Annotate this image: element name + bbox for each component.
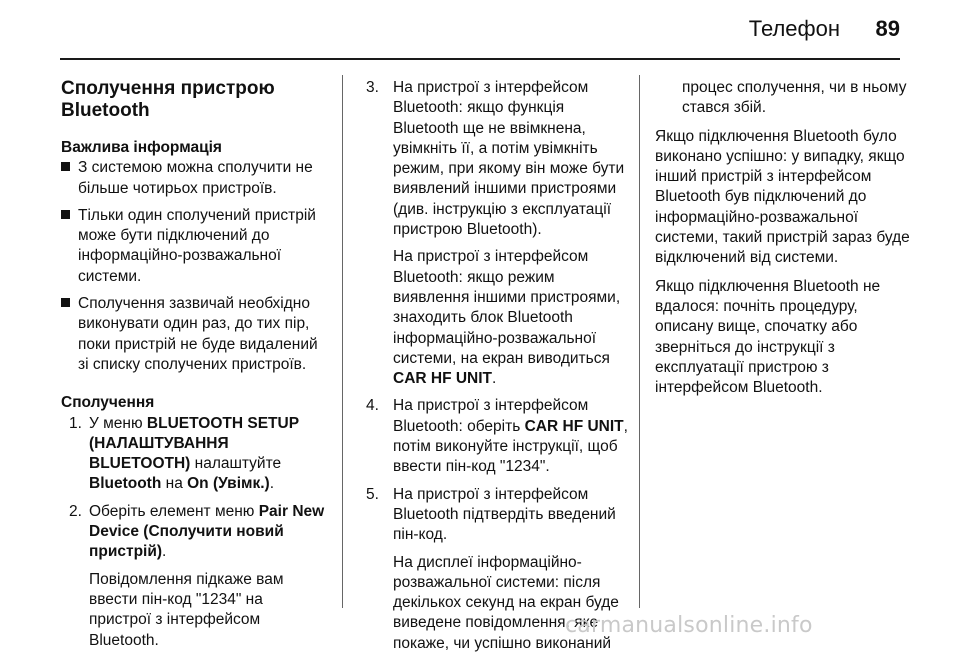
device-name: CAR HF UNIT [524,417,624,435]
section-title: Сполучення пристрою Bluetooth [61,78,275,121]
step-3 [366,78,630,389]
menu-item-name: Pair New Device (Сполучити новий пристрій) [89,502,325,561]
text-run: , потім виконуйте інструкції, щоб ввести пін-код "1234". [393,417,628,476]
step-number: 2. [69,502,82,520]
important-info-list [61,158,329,375]
text-run: На пристрої з інтерфейсом Bluetooth: оберіть [393,397,589,435]
list-item [61,294,329,375]
menu-name: BLUETOOTH SETUP (НАЛАШТУВАННЯ BLUETOOTH) [89,414,299,473]
setting-name: Bluetooth [89,475,162,493]
step-note: Повідомлення підкаже вам ввести пін-код "1234" на пристрої з інтерфейсом Bluetooth. [89,570,284,649]
text-run: Оберіть елемент меню [89,502,259,520]
header-divider [60,58,900,60]
text-run: налаштуйте [190,455,282,473]
step-note: На дисплеї інформаційно-розважальної системи: після декількох секунд на екран буде виведене повідомлення, яке покаже, чи успішно виконаний [393,553,619,652]
bullet-text: Тільки один сполучений пристрій може бути підключений до інформаційно-розважальної системи. [78,206,316,285]
text-run: . [162,543,167,561]
watermark: carmanualsonline.info [565,613,813,638]
page-number: 89 [875,16,900,41]
step-text [89,414,329,495]
bullet-text: Сполучення зазвичай необхідно виконувати один раз, до тих пір, поки пристрій не буде видалений зі списку сполучених пристроїв. [78,295,318,373]
bullet-square-icon [61,210,70,219]
setting-value: On (Увімк.) [187,475,270,493]
text-run: . [492,370,497,388]
step-number: 1. [69,414,82,432]
column-divider-2 [639,75,640,608]
important-info-heading: Важлива інформація [61,139,222,156]
text-run: . [269,475,275,493]
step-text: На пристрої з інтерфейсом Bluetooth: якщо функція Bluetooth ще не ввімкнена, увімкніть її, а потім увімкніть режим, при якому він може бути виявлений іншими пристроями (див. інструкцію з експлуатації пристрою Bluetooth). [393,79,625,239]
column-1 [61,78,329,658]
text-run: на [161,475,188,493]
step-2 [61,502,329,651]
step-4 [366,396,630,477]
text-run: У меню [89,414,147,432]
device-name: CAR HF UNIT [393,370,493,388]
list-item [61,206,329,287]
pairing-heading: Сполучення [61,394,155,412]
step-note [393,247,630,389]
step-text [393,396,630,477]
page-header-title: Телефон [748,16,840,41]
step-number: 3. [366,79,379,96]
step-5-continuation: процес сполучення, чи в ньому стався збій. [682,79,907,117]
column-divider-1 [342,75,343,608]
step-1 [61,414,329,495]
success-paragraph: Якщо підключення Bluetooth було виконано успішно: у випадку, якщо інший пристрій з інтерфейсом Bluetooth був підключений до інформаційно-розважальної системи, такий пристрій зараз буде відключений від системи. [655,127,910,267]
failure-paragraph: Якщо підключення Bluetooth не вдалося: почніть процедуру, описану вище, спочатку або зверніться до інструкції з експлуатації пристрою з інтерфейсом Bluetooth. [655,277,881,397]
step-number: 4. [366,397,379,415]
column-3 [655,78,917,406]
step-text [89,502,329,563]
list-item [61,158,329,199]
bullet-square-icon [61,298,70,307]
column-2 [366,78,630,661]
bullet-text: З системою можна сполучити не більше чотирьох пристроїв. [78,159,313,197]
step-text: На пристрої з інтерфейсом Bluetooth підтвердіть введений пін-код. [393,485,616,544]
bullet-square-icon [61,162,70,171]
text-run: На пристрої з інтерфейсом Bluetooth: якщо режим виявлення іншими пристроями, знаходить блок Bluetooth інформаційно-розважальної системи, на екран виводиться [393,248,621,367]
step-number: 5. [366,485,379,503]
